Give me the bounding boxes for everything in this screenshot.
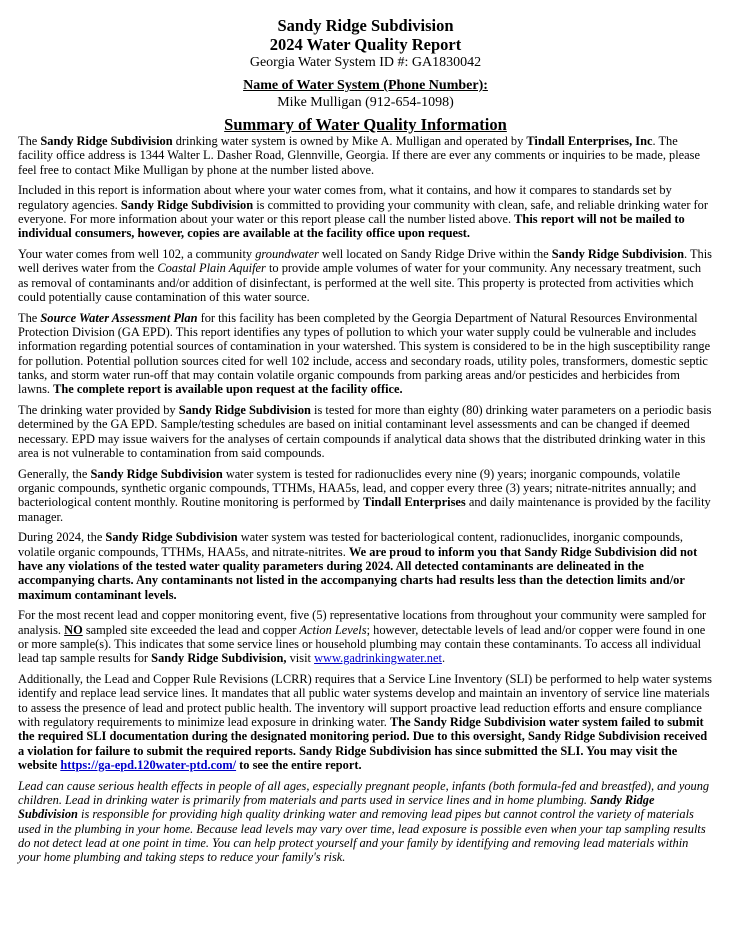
section-title: Summary of Water Quality Information: [224, 115, 507, 134]
paragraph-ownership: The Sandy Ridge Subdivision drinking water system is owned by Mike A. Mulligan and operated by Tindall Enterprises, Inc. The facility office address is 1344 Walter L. Dasher Road, Glennville, Georgia. If there are ever any comments or inquiries to be made, please feel free to contact Mike Mulligan by phone at the number listed above.: [18, 134, 700, 177]
system-id: Georgia Water System ID #: GA1830042: [249, 55, 482, 70]
paragraph-lcrr-sli: Additionally, the Lead and Copper Rule Revisions (LCRR) requires that a Service Line Inventory (SLI) be performed to help water systems identify and replace lead service lines. It mandates that all public water systems develop and maintain an inventory of service line materials to assess the presence of lead and protect public health. The inventory will support proactive lead reduction efforts and ensure compliance with regulatory requirements to minimize lead exposure in drinking water. The Sandy Ridge Subdivision water system failed to submit the required SLI documentation during the designated monitoring period. Due to this oversight, Sandy Ridge Subdivision received a violation for failure to submit the required reports. Sandy Ridge Subdivision has since submitted the SLI. You may visit the website https://ga-epd.120water-ptd.com/ to see the entire report.: [18, 672, 712, 772]
paragraph-testing-parameters: The drinking water provided by Sandy Ridge Subdivision is tested for more than eighty (80) drinking water parameters on a periodic basis determined by the GA EPD. Sample/testing schedules are based on initial contaminant level assessments and can be changed if deemed necessary. EPD may issue waivers for the analyses of certain compounds if analytical data shows that the distributed drinking water in this area is not vulnerable to contamination from said compounds.: [18, 403, 712, 460]
paragraph-testing-schedule: Generally, the Sandy Ridge Subdivision water system is tested for radionuclides every nine (9) years; inorganic compounds, volatile organic compounds, synthetic organic compounds, TTHMs, HAA5s, lead, and copper every three (3) years; nitrate-nitrites annually; and bacteriological content monthly. Routine monitoring is performed by Tindall Enterprises and daily maintenance is provided by the facility manager.: [18, 466, 711, 524]
paragraph-source-water-assessment: The Source Water Assessment Plan for this facility has been completed by the Georgia Department of Natural Resources Environmental Protection Division (GA EPD). This report identifies any types of pollution to which your water supply could be vulnerable and includes information regarding potential sources of contamination in your watershed. This system is considered to be in the high susceptibility range for pollution. Potential pollution sources cited for well 102 include, access and secondary roads, utility poles, transformers, domestic septic tanks, and storm water run-off that may contain volatile organic compounds from parking areas and/or pesticides and herbicides from lawns. The complete report is available upon request at the facility office.: [18, 310, 711, 397]
paragraph-lead-copper: For the most recent lead and copper monitoring event, five (5) representative locations from throughout your community were sampled for analysis. NO sampled site exceeded the lead and copper Action Levels; however, detectable levels of lead and/or copper were found in one or more sample(s). This indicates that some service lines or household plumbing may contain these contaminants. To access all individual lead tap sample results for Sandy Ridge Subdivision, visit www.gadrinkingwater.net.: [18, 608, 707, 666]
contact-label: Name of Water System (Phone Number):: [243, 78, 488, 93]
paragraph-lead-health-effects: Lead can cause serious health effects in people of all ages, especially pregnant people, infants (both formula-fed and breastfed), and young children. Lead in drinking water is primarily from materials and parts used in service lines and in home plumbing. Sandy Ridge Subdivision is responsible for providing high quality drinking water and removing lead pipes but cannot control the variety of materials used in the plumbing in your home. Because lead levels may vary over time, lead exposure is possible even when your tap sampling results do not detect lead at one point in time. You can help protect yourself and your family by identifying and removing lead materials within your home plumbing and taking steps to reduce your family's risk.: [18, 778, 710, 865]
gadrinkingwater-link[interactable]: www.gadrinkingwater.net: [314, 651, 442, 666]
paragraph-2024-results: During 2024, the Sandy Ridge Subdivision water system was tested for bacteriological content, radionuclides, inorganic compounds, volatile organic compounds, TTHMs, HAA5s, and nitrate-nitrites. We are proud to inform you that Sandy Ridge Subdivision did not have any violations of the tested water quality parameters during 2024. All detected contaminants are delineated in the accompanying charts. Any contaminants not listed in the accompanying charts had results less than the detection limits and/or maximum contaminant levels.: [18, 530, 698, 602]
paragraph-report-intro: Included in this report is information about where your water comes from, what it contains, and how it compares to standards set by regulatory agencies. Sandy Ridge Subdivision is committed to providing your community with clean, safe, and reliable drinking water for everyone. For more information about your water or this report please call the number listed above. This report will not be mailed to individual consumers, however, copies are available at the facility office upon request.: [18, 183, 709, 241]
paragraph-water-source: Your water comes from well 102, a community groundwater well located on Sandy Ridge Drive within the Sandy Ridge Subdivision. This well derives water from the Coastal Plain Aquifer to provide ample volumes of water for your community. Any necessary treatment, such as removal of contaminants and/or addition of disinfectant, is performed at the well site. This property is protected from activities which could potentially cause contamination of this water source.: [18, 247, 712, 304]
sli-website-link[interactable]: https://ga-epd.120water-ptd.com/: [60, 757, 237, 772]
report-title: 2024 Water Quality Report: [269, 35, 462, 54]
report-header: [18, 16, 713, 111]
contact-value: Mike Mulligan (912-654-1098): [277, 95, 454, 110]
subdivision-title: Sandy Ridge Subdivision: [277, 16, 454, 35]
